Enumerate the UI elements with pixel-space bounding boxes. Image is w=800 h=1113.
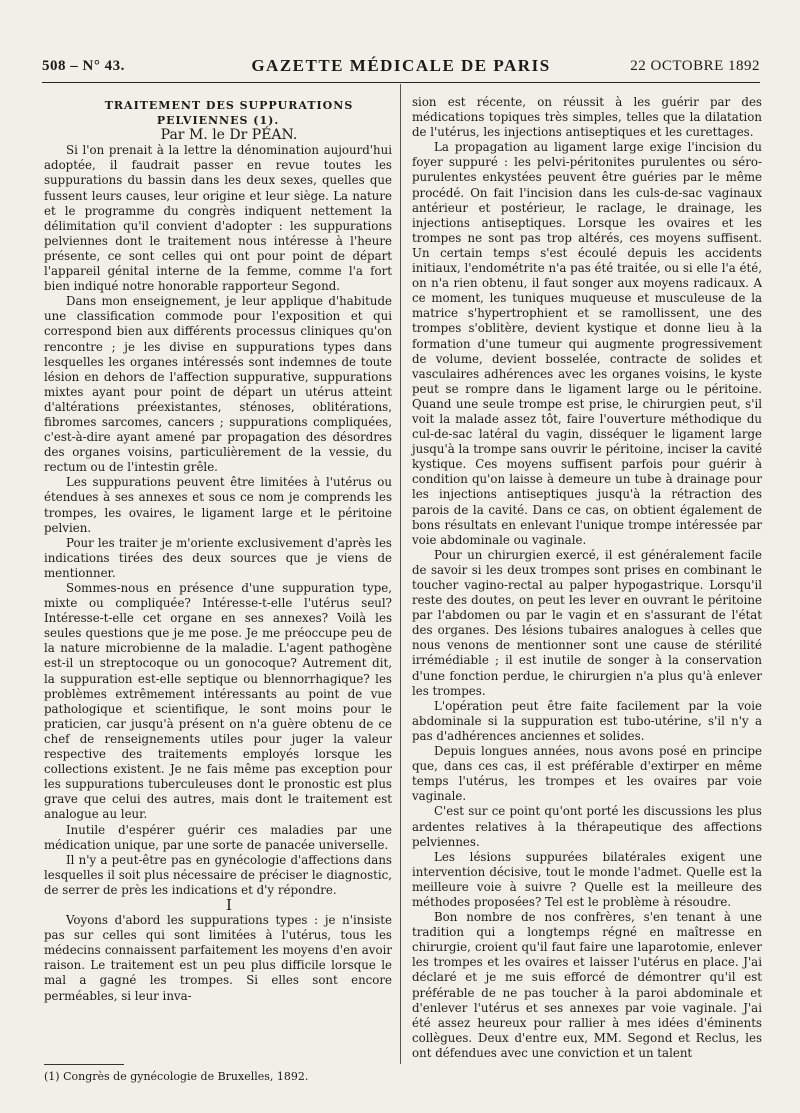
- paragraph: Pour les traiter je m'oriente exclusivement d'après les indications tirées des deux sources que je viens de mentionner.: [44, 535, 392, 580]
- journal-title: GAZETTE MÉDICALE DE PARIS: [251, 56, 551, 75]
- paragraph: Il n'y a peut-être pas en gynécologie d'affections dans lesquelles il soit plus nécessaire de préciser le diagnostic, de serrer de près les indications et d'y répondre.: [44, 852, 392, 897]
- paragraph: Si l'on prenait à la lettre la dénomination aujourd'hui adoptée, il faudrait passer en revue toutes les suppurations du bassin dans les deux sexes, quelles que fussent leurs causes, leur origine et leur siège. La nature et le programme du congrès indiquent nettement la délimitation qu'il convient d'adopter : les suppurations pelviennes dont le traitement nous intéresse à l'heure présente, ce sont celles qui ont pour point de départ l'appareil génital interne de la femme, comme l'a fort bien indiqué notre honorable rapporteur Segond.: [44, 143, 392, 294]
- column-divider: [400, 84, 401, 1064]
- article-author: Par M. le Dr PÉAN.: [160, 127, 298, 144]
- paragraph: Pour un chirurgien exercé, il est généralement facile de savoir si les deux trompes sont prises en combinant le toucher vagino-rectal au palper hypogastrique. Lorsqu'il reste des doutes, on peut les lever en ouvrant le péritoine par l'abdomen ou par le vagin et en s'assurant de l'état des organes. Des lésions tubaires analogues à celles que nous venons de mentionner sont une cause de stérilité irrémédiable ; il est inutile de songer à la conservation d'une fonction perdue, le chirurgien n'a plus qu'à enlever les trompes.: [412, 547, 762, 698]
- footnote: (1) Congrès de gynécologie de Bruxelles, 1892.: [44, 1070, 309, 1083]
- paragraph: L'opération peut être faite facilement par la voie abdominale si la suppuration est tubo-utérine, s'il n'y a pas d'adhérences anciennes et solides.: [412, 698, 762, 743]
- paragraph: Les suppurations peuvent être limitées à l'utérus ou étendues à ses annexes et sous ce nom je comprends les trompes, les ovaires, le ligament large et le péritoine pelvien.: [44, 475, 392, 535]
- footnote-rule: [44, 1064, 124, 1065]
- paragraph-continuation: sion est récente, on réussit à les guérir par des médications topiques très simples, telles que la dilatation de l'utérus, les injections antiseptiques et les curettages.: [412, 95, 762, 140]
- issue-date: 22 OCTOBRE 1892: [630, 58, 760, 74]
- paragraph: Inutile d'espérer guérir ces maladies par une médication unique, par une sorte de panacée universelle.: [44, 822, 392, 852]
- paragraph: Bon nombre de nos confrères, s'en tenant à une tradition qui a longtemps régné en maîtresse en chirurgie, croient qu'il faut faire une laparotomie, enlever les trompes et les ovaires et laisser l'utérus en place. J'ai déclaré et je me suis efforcé de démontrer qu'il est préférable de ne pas toucher à la paroi abdominale et d'enlever l'utérus et ses annexes par voie vaginale. J'ai été assez heureux pour rallier à mes idées d'éminents collègues. Deux d'entre eux, MM. Segond et Reclus, les ont défendues avec une conviction et un talent: [412, 910, 762, 1060]
- header-rule: [42, 82, 760, 83]
- section-numeral: I: [226, 895, 232, 914]
- paragraph: Les lésions suppurées bilatérales exigent une intervention décisive, tout le monde l'admet. Quelle est la meilleure voie à suivre ? Quelle est la meilleure des méthodes proposées? Tel est le problème à résoudre.: [412, 849, 762, 909]
- right-column: [412, 95, 762, 1061]
- left-column: [44, 98, 392, 1004]
- page-header: [42, 56, 760, 78]
- paragraph: Sommes-nous en présence d'une suppuration type, mixte ou compliquée? Intéresse-t-elle l'utérus seul? Intéresse-t-elle cet organe en ses annexes? Voilà les seules questions que je me pose. Je me préoccupe peu de la nature microbienne de la maladie. L'agent pathogène est-il un streptocoque ou un gonocoque? Autrement dit, la suppuration est-elle septique ou blennorrhagique? les problèmes extrêmement intéressants au point de vue pathologique et scientifique, le sont moins pour le praticien, car jusqu'à présent on n'a guère obtenu de ce chef de renseignements utiles pour juger la valeur respective des traitements employés lorsque les collections existent. Je ne fais même pas exception pour les suppurations tuberculeuses dont le pronostic est plus grave que celui des autres, mais dont le traitement est analogue au leur.: [44, 581, 392, 822]
- paragraph: Voyons d'abord les suppurations types : je n'insiste pas sur celles qui sont limitées à l'utérus, tous les médecins connaissent parfaitement les moyens d'en avoir raison. Le traitement est un peu plus difficile lorsque le mal a gagné les trompes. Si elles sont encore perméables, si leur inva-: [44, 913, 392, 1003]
- paragraph: Depuis longues années, nous avons posé en principe que, dans ces cas, il est préférable d'extirper en même temps l'utérus, les trompes et les ovaires par voie vaginale.: [412, 744, 762, 804]
- page-number: 508 – N° 43.: [42, 58, 125, 74]
- paragraph: Dans mon enseignement, je leur applique d'habitude une classification commode pour l'exposition et qui correspond bien aux différents processus cliniques qu'on rencontre ; je les divise en suppurations types dans lesquelles les organes intéressés sont indemnes de toute lésion en dehors de l'affection suppurative, suppurations mixtes ayant pour point de départ un utérus atteint d'altérations préexistantes, sténoses, oblitérations, fibromes sarcomes, cancers ; suppurations compliquées, c'est-à-dire ayant amené par propagation des désordres des organes voisins, particulièrement de la vessie, du rectum ou de l'intestin grêle.: [44, 294, 392, 475]
- paragraph: C'est sur ce point qu'ont porté les discussions les plus ardentes relatives à la thérapeutique des affections pelviennes.: [412, 804, 762, 849]
- article-title: TRAITEMENT DES SUPPURATIONS PELVIENNES (1).: [104, 99, 354, 128]
- paragraph: La propagation au ligament large exige l'incision du foyer suppuré : les pelvi-péritonites purulentes ou séro-purulentes enkystées peuvent être guéries par le même procédé. On fait l'incision dans les culs-de-sac vaginaux antérieur et postérieur, le raclage, le drainage, les injections antiseptiques. Lorsque les ovaires et les trompes ne sont pas trop altérés, ces moyens suffisent. Un certain temps s'est écoulé depuis les accidents initiaux, l'endométrite n'a pas été traitée, ou si elle l'a été, on n'a rien obtenu, il faut songer aux moyens radicaux. A ce moment, les tuniques muqueuse et musculeuse de la matrice s'hypertrophient et se ramollissent, une des trompes s'oblitère, devient kystique et donne lieu à la formation d'une tumeur qui augmente progressivement de volume, devient bosselée, contracte de solides et vasculaires adhérences avec les organes voisins, le kyste peut se rompre dans le ligament large ou le péritoine. Quand une seule trompe est prise, le chirurgien peut, s'il voit la malade assez tôt, faire l'ouverture méthodique du cul-de-sac latéral du vagin, disséquer le ligament large jusqu'à la trompe sans ouvrir le péritoine, inciser la cavité kystique. Ces moyens suffisent parfois pour guérir à condition qu'on laisse à demeure un tube à drainage pour les injections antiseptiques jusqu'à la rétraction des parois de la cavité. Dans ce cas, on obtient également de bons résultats en enlevant l'unique trompe intéressée par voie abdominale ou vaginale.: [412, 140, 762, 547]
